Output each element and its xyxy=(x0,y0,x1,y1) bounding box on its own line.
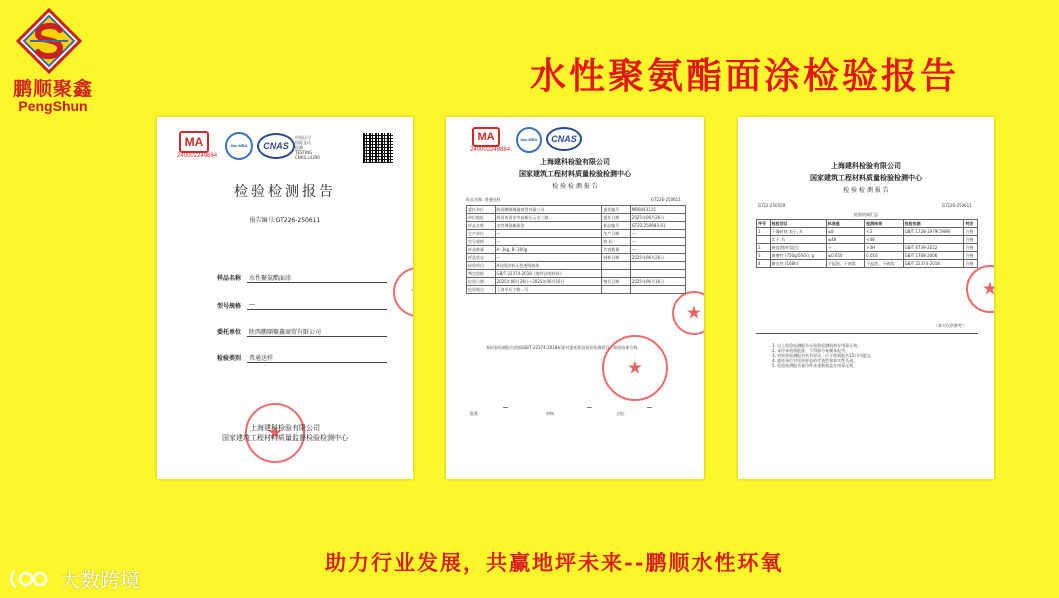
table-cell: — xyxy=(630,238,685,246)
table-cell: 检验项目 xyxy=(467,262,496,270)
ma-logo: MA xyxy=(472,127,500,147)
table-cell: 上海市长宁路...号 xyxy=(495,286,602,294)
remark-item: 1. 以上检验检测报告无检验检测机构专用章无效。 xyxy=(772,343,862,348)
meta-right: GT226-250611 xyxy=(651,197,681,202)
table-cell xyxy=(630,270,685,278)
watermark xyxy=(8,564,140,593)
table-cell: 检测结果 xyxy=(865,220,903,228)
table-row xyxy=(757,236,978,244)
table-cell: MB0043115 xyxy=(630,206,685,214)
table-cell: 生产单位 xyxy=(467,230,496,238)
remark-item: 3. 对检验检测报告若有异议，应于收到报告15日内提出。 xyxy=(772,353,875,358)
table-cell: >3H xyxy=(865,244,903,252)
table-row xyxy=(467,254,686,262)
table-cell: 实干, h xyxy=(770,236,826,244)
table-row xyxy=(467,222,686,230)
remark-item: 2. 未经本机构批准，不得部分复制本报告。 xyxy=(772,348,850,353)
signature-approve: ~ xyxy=(502,403,509,412)
table-cell: 耐磨性 (750g/500r), g xyxy=(770,252,826,260)
table-cell: 检验依据 xyxy=(903,220,964,228)
report-number: GT226-250611 xyxy=(942,203,972,208)
ma-logo: MA xyxy=(179,131,209,153)
table-cell: 耐水性 (168h) xyxy=(770,260,826,268)
details-table xyxy=(466,205,686,294)
table-cell: ≤0.050 xyxy=(826,252,864,260)
lab-name: 上海建科检验有限公司 xyxy=(250,424,320,432)
table-cell: 生产日期 xyxy=(602,230,631,238)
table-cell: 陕西省西安市高新区云水三路... xyxy=(495,214,602,222)
table-cell: — xyxy=(495,230,602,238)
table-cell: 到样日期 xyxy=(602,254,631,262)
table-cell: 序号 xyxy=(757,220,771,228)
table-cell: 硬度(摆杆阻尼) xyxy=(770,244,826,252)
table-cell: 商 标 xyxy=(602,238,631,246)
table-cell: 不起泡、不剥落 xyxy=(826,260,864,268)
table-cell: ≤48 xyxy=(826,236,864,244)
table-cell: <48 xyxy=(865,236,903,244)
table-row xyxy=(467,206,686,214)
table-cell: 委托日期 xyxy=(602,214,631,222)
sample-number: GT22-250559 xyxy=(758,203,786,208)
table-cell: 检验地点 xyxy=(467,286,496,294)
remark-item: 4. 委托单位对送检样品的代表性和真实性负责。 xyxy=(772,358,858,363)
table-cell: 3 xyxy=(757,252,771,260)
table-cell xyxy=(757,236,771,244)
cnas-note: 中国认可 国际互认 检测 TESTING CNAS L4390 xyxy=(295,135,320,160)
table-cell: A: 1kg, B: 200g xyxy=(495,246,602,254)
sign-inspect: 主检： xyxy=(616,411,628,416)
table-row xyxy=(467,214,686,222)
ilac-mra-logo: ilac-MRA xyxy=(225,132,253,160)
table-cell: 合格 xyxy=(964,244,978,252)
table-row xyxy=(757,220,978,228)
table-cell: 1 xyxy=(757,228,771,236)
table-cell: — xyxy=(630,230,685,238)
reference-note: （本页仅供参考） xyxy=(934,323,966,328)
table-cell xyxy=(602,286,631,294)
table-cell: 代表数量 xyxy=(602,246,631,254)
table-cell: 2 xyxy=(757,244,771,252)
cover-heading: 检验检测报告 xyxy=(234,184,336,200)
table-row xyxy=(467,270,686,278)
table-row xyxy=(757,228,978,236)
official-stamp xyxy=(602,335,668,401)
table-cell: GB/T 22374-2018《地坪涂装材料》 xyxy=(495,270,602,278)
field-client: 委托单位 陕西鹏顺聚鑫商贸有限公司 xyxy=(217,327,387,337)
table-row xyxy=(467,246,686,254)
conclusion-text: 本检验检测报告依据GB/T 22374-2018标准对委托样品检验检测项目，检验结果合格。 xyxy=(486,345,642,350)
table-cell xyxy=(602,270,631,278)
qr-code xyxy=(363,133,393,163)
table-cell: 陕西鹏顺聚鑫商贸有限公司 xyxy=(495,206,602,214)
table-cell: 2025年06月26日 xyxy=(630,214,685,222)
table-cell: 型号规格 xyxy=(467,238,496,246)
company-name: 上海建科检验有限公司 xyxy=(831,162,901,170)
ma-number: 240002249884 xyxy=(177,153,218,159)
results-heading: 检 验 检 测 报 告 xyxy=(843,187,889,194)
brand-name-en: PengShun xyxy=(18,98,88,114)
table-cell: ≤8 xyxy=(826,228,864,236)
table-cell: 判定依据 xyxy=(467,270,496,278)
brand-logo xyxy=(10,8,93,114)
table-row xyxy=(467,230,686,238)
table-cell: 检验日期 xyxy=(467,278,496,286)
table-cell: 0.016 xyxy=(865,252,903,260)
details-heading: 检 验 检 测 报 告 xyxy=(552,183,598,190)
table-cell: 样品名称 xyxy=(467,222,496,230)
table-cell: 样品编号 xyxy=(602,222,631,230)
table-row xyxy=(467,262,686,270)
slogan: 助力行业发展，共赢地坪未来--鹏顺水性环氧 xyxy=(325,550,784,575)
signature-review: ~ xyxy=(586,403,593,412)
brand-mark-icon xyxy=(16,8,82,74)
report-page-cover xyxy=(157,117,413,479)
table-cell: 合格 xyxy=(964,236,978,244)
table-cell xyxy=(903,236,964,244)
table-row xyxy=(757,260,978,268)
table-cell: 样品状态 xyxy=(467,254,496,262)
table-cell: 2025年06月26日~2025年06月16日 xyxy=(495,278,602,286)
table-cell xyxy=(602,262,631,270)
table-cell: 不起泡、不剥落 xyxy=(865,260,903,268)
ma-number: 240002249884 xyxy=(470,147,511,153)
table-cell: 样品数量 xyxy=(467,246,496,254)
table-cell: — xyxy=(826,244,864,252)
table-cell: GB/T 6739-2022 xyxy=(903,244,964,252)
table-cell: 2025年06月26日 xyxy=(630,254,685,262)
table-cell: GB/T 22374-2018 xyxy=(903,260,964,268)
center-name: 国家建筑工程材料质量检验检测中心 xyxy=(810,174,922,182)
brand-name-cn: 鹏顺聚鑫 xyxy=(12,78,93,100)
cnas-logo: CNAS xyxy=(546,127,582,151)
table-row xyxy=(467,238,686,246)
sign-approve: 批准： xyxy=(470,411,482,416)
ilac-mra-logo: ilac-MRA xyxy=(516,127,542,153)
watermark-text: 大数跨境 xyxy=(60,568,140,592)
field-sample-name: 样品名称 水性聚氨酯面涂 xyxy=(217,273,387,283)
table-cell: <3 xyxy=(865,228,903,236)
table-cell: — xyxy=(495,238,602,246)
table-cell: GB/T 1728-1979(1989) xyxy=(903,228,964,236)
page-title: 水性聚氨酯面涂检验报告 xyxy=(530,55,960,97)
edge-stamp xyxy=(966,265,994,313)
table-cell: 干燥时间 表干, h xyxy=(770,228,826,236)
signature-inspect: ~ xyxy=(646,403,653,412)
table-cell: 4 xyxy=(757,260,771,268)
watermark-logo-icon xyxy=(8,567,56,591)
report-page-results xyxy=(738,117,994,479)
edge-stamp xyxy=(672,291,704,335)
table-cell: A双组涂料无色透明液体 xyxy=(495,262,602,270)
table-cell: 水性聚氨酯面涂 xyxy=(495,222,602,230)
table-cell: GT22-250683-01 xyxy=(630,222,685,230)
field-test-type: 检验类别 普通送样 xyxy=(217,353,387,363)
table-cell: 签发日期 xyxy=(602,278,631,286)
results-table xyxy=(756,219,978,268)
table-row xyxy=(467,278,686,286)
table-cell: — xyxy=(630,246,685,254)
table-row xyxy=(757,252,978,260)
edge-stamp xyxy=(393,267,413,317)
report-page-details xyxy=(446,117,704,479)
remark-item: 5. 检验检测报告复印件未重新加盖专用章无效。 xyxy=(772,363,858,368)
center-name: 国家建筑工程材料质量检验检测中心 xyxy=(519,170,631,178)
table-cell: 检验项目 xyxy=(770,220,826,228)
divider xyxy=(756,333,978,334)
meta-left: 样品名称: 普通送样 xyxy=(466,197,501,202)
table-row xyxy=(467,286,686,294)
table-cell: 标准值 xyxy=(826,220,864,228)
report-number: 报告编号:GT226-250611 xyxy=(249,217,321,224)
lab-center: 国家建筑工程材料质量监督检验检测中心 xyxy=(222,434,348,442)
table-cell: 判定 xyxy=(964,220,978,228)
table-row xyxy=(757,244,978,252)
table-cell: 单位地址 xyxy=(467,214,496,222)
table-cell: 合格 xyxy=(964,260,978,268)
table-cell: 合格 xyxy=(964,252,978,260)
table-cell xyxy=(630,262,685,270)
table-cell: 委托单位 xyxy=(467,206,496,214)
table-cell: — xyxy=(495,254,602,262)
table-cell xyxy=(630,286,685,294)
company-name: 上海建科检验有限公司 xyxy=(540,158,610,166)
remarks-list xyxy=(772,343,874,368)
table-cell: 2025年06月16日 xyxy=(630,278,685,286)
table-cell: GB/T 1768-2006 xyxy=(903,252,964,260)
sign-review: 审核： xyxy=(546,411,558,416)
field-model: 型号规格 — xyxy=(217,301,387,310)
table-cell: 合格 xyxy=(964,228,978,236)
table-title: 检验结果汇总 xyxy=(854,212,878,217)
cnas-logo: CNAS xyxy=(257,133,295,159)
table-cell: 委托编号 xyxy=(602,206,631,214)
